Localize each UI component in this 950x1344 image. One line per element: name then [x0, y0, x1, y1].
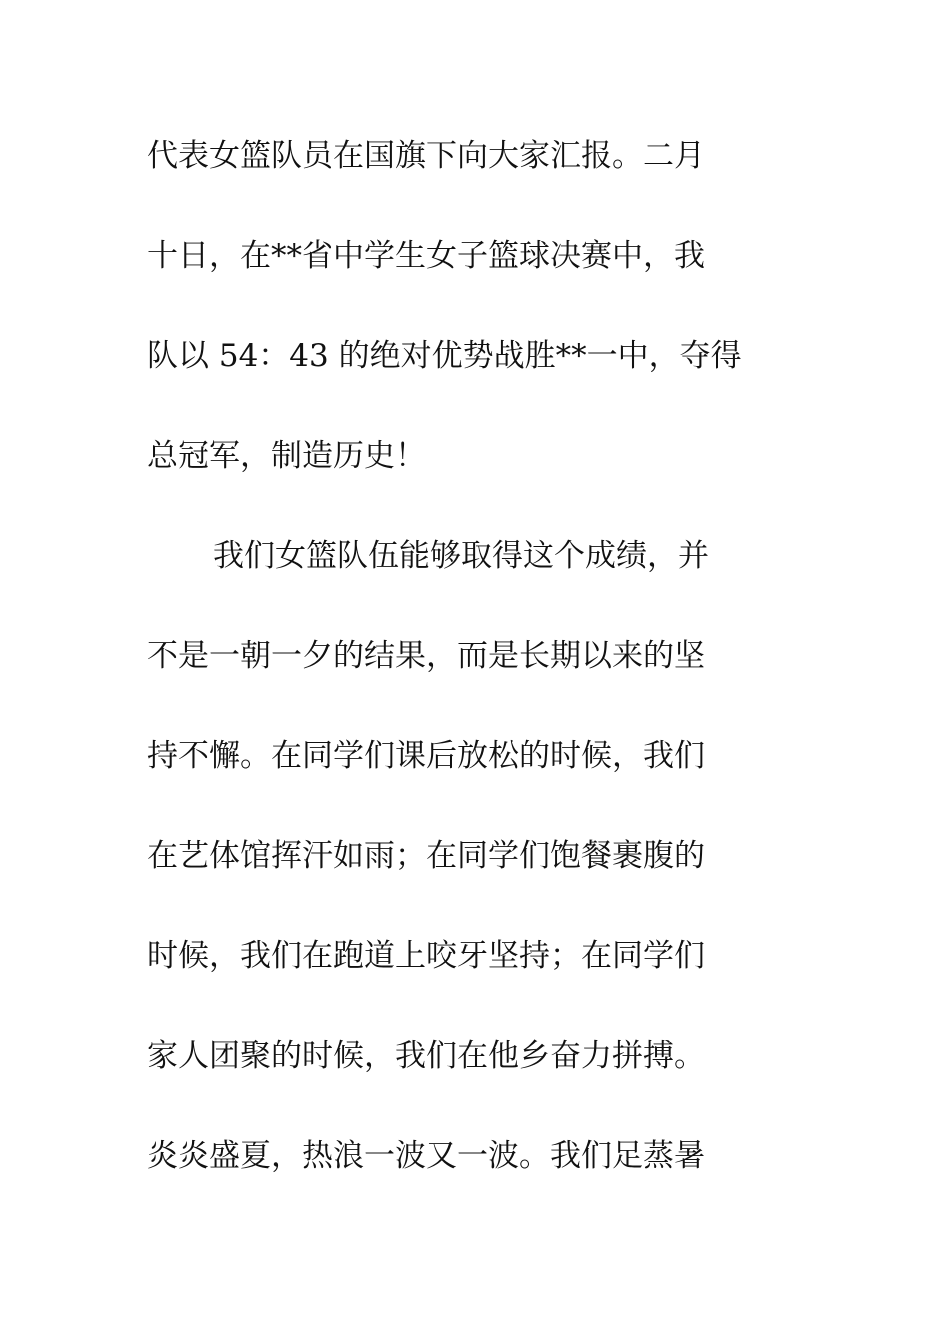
text-line: 队以 54：43 的绝对优势战胜**一中，夺得 [147, 338, 742, 374]
text-line: 在艺体馆挥汗如雨；在同学们饱餐裹腹的 [147, 838, 705, 874]
text-line: 十日，在**省中学生女子篮球决赛中，我 [147, 238, 705, 274]
text-line: 持不懈。在同学们课后放松的时候，我们 [147, 738, 705, 774]
text-line: 不是一朝一夕的结果，而是长期以来的坚 [147, 638, 705, 674]
text-line: 家人团聚的时候，我们在他乡奋力拼搏。 [147, 1038, 705, 1074]
text-line: 炎炎盛夏，热浪一波又一波。我们足蒸暑 [147, 1138, 705, 1174]
text-line: 时候，我们在跑道上咬牙坚持；在同学们 [147, 938, 705, 974]
text-line: 代表女篮队员在国旗下向大家汇报。二月 [147, 138, 705, 174]
document-body-text [147, 122, 807, 1222]
text-line: 总冠军，制造历史！ [147, 438, 426, 474]
paragraph-first-line: 我们女篮队伍能够取得这个成绩，并 [213, 538, 709, 574]
